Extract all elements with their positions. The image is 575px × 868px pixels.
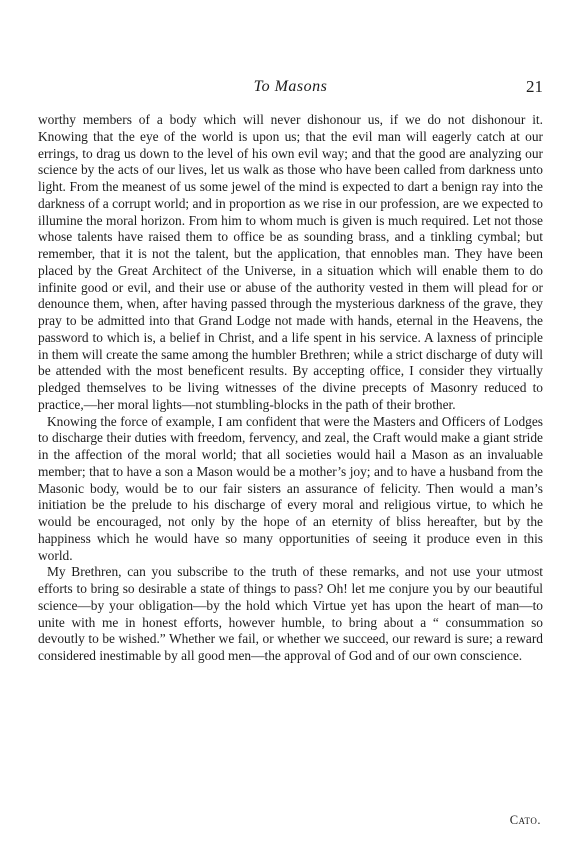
page-number: 21	[526, 77, 543, 96]
paragraph-appeal: My Brethren, can you subscribe to the truth of these remarks, and not use your utmost efforts to bring so desirable a state of things to pass? Oh! let me conjure you by our beautiful science—by your obligation—by the hold which Virtue yet has upon the heart of man—to unite with me in honest efforts, however humble, to bring about a “ consummation so devoutly to be wished.” Whether we fail, or whether we succeed, our reward is sure; a reward considered inestimable by all good men—the approval of God and of our own conscience.	[38, 564, 543, 663]
paragraph-continued: worthy members of a body which will never dishonour us, if we do not dishonour it. Knowing that the eye of the world is upon us; that the evil man will eagerly catch at our errings, to drag us down to the level of his own evil way; and that the good are analyzing our science by the acts of our lives, let us walk as those who have been called from darkness unto light. From the meanest of us some jewel of the mind is expected to dart a benign ray into the darkness of a corrupt world; and in proportion as we rise in our profession, are we expected to illumine the moral horizon. From him to whom much is given is much required. Let not those whose talents have raised them to office be as sounding brass, and a tinkling cymbal; but remember, that it is not the talent, but the application, that ennobles man. They have been placed by the Great Architect of the Universe, in a situation which will enable them to do infinite good or evil, and their use or abuse of the authority vested in them will plead for or denounce them, when, after having passed through the mysterious darkness of the grave, they pray to be admitted into that Grand Lodge not made with hands, eternal in the Heavens, the password to which is, a belief in Christ, and a life spent in his service. A laxness of principle in them will create the same among the humbler Brethren; while a strict discharge of duty will be attended with the most beneficent results. By accepting office, I consider they virtually pledged themselves to be living witnesses of the divine precepts of Masonry reduced to practice,—her moral lights—not stumbling-blocks in the path of their brother.	[38, 112, 543, 412]
paragraph-example: Knowing the force of example, I am confident that were the Masters and Officers of Lodges to discharge their duties with freedom, fervency, and zeal, the Craft would make a giant stride in the affection of the moral world; that all societies would hail a Mason as an invaluable member; that to have a son a Mason would be a mother’s joy; and to have a husband from the Masonic body, would be to our fair sisters an assurance of felicity. Then would a man’s initiation be the prelude to his discharge of every moral and religious virtue, to which he would be encouraged, not only by the hope of an eternity of bliss hereafter, but by the happiness which he would have so many opportunities of seeing it produce even in this world.	[38, 413, 543, 563]
running-head	[38, 78, 543, 102]
body-text	[38, 112, 543, 665]
running-title: To Masons	[253, 78, 328, 95]
author-signature: Cato.	[509, 813, 541, 827]
